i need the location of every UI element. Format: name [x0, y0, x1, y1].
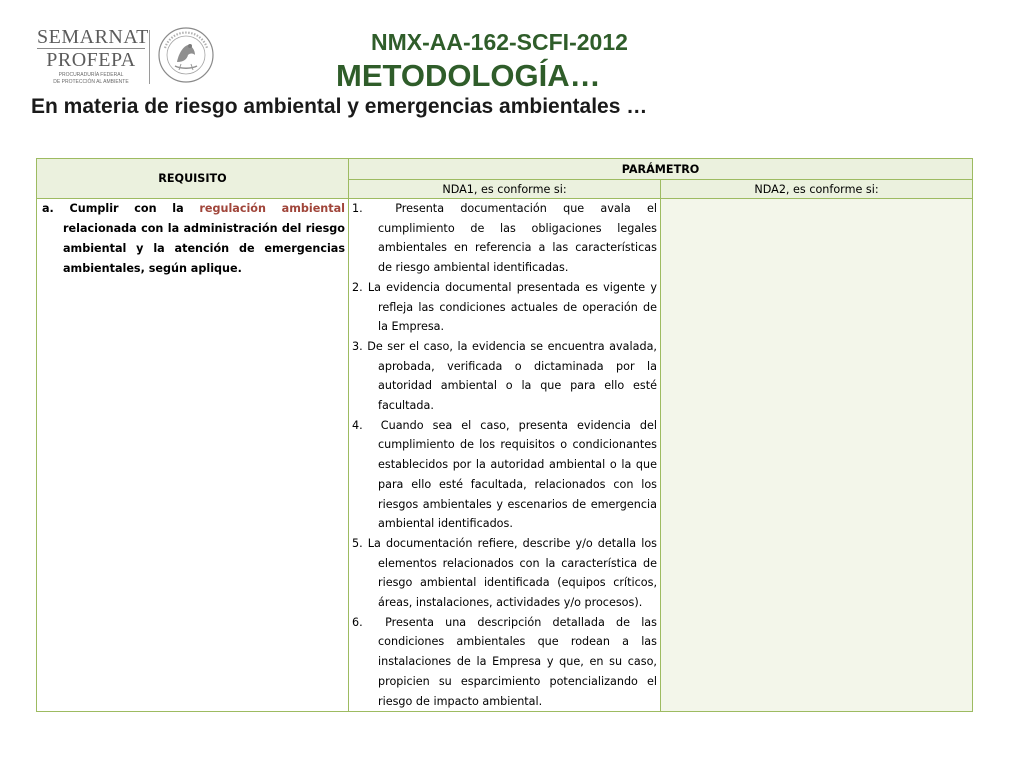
logo-profepa-text: PROFEPA	[37, 48, 145, 71]
nda1-item: 2. La evidencia documental presentada es vigente y refleja las condiciones actuales de operación de la Empresa.	[352, 280, 657, 334]
logo-subtitle-line1: PROCURADURÍA FEDERAL	[58, 72, 124, 78]
semarnat-profepa-logo	[37, 26, 217, 96]
requisito-suffix: relacionada con la administración del riesgo ambiental y la atención de emergencias ambientales, según aplique.	[63, 222, 345, 275]
nda1-item: 1. Presenta documentación que avala el cumplimiento de las obligaciones legales ambientales en referencia a las características de riesgo ambiental identificadas.	[352, 202, 657, 275]
page-subtitle: En materia de riesgo ambiental y emergencias ambientales …	[31, 95, 648, 118]
header-nda1: NDA1, es conforme si:	[349, 180, 661, 199]
logo-subtitle-line2: DE PROTECCIÓN AL AMBIENTE	[53, 79, 129, 85]
header-requisito: REQUISITO	[37, 159, 349, 199]
standard-code: NMX-AA-162-SCFI-2012	[371, 29, 628, 55]
page-title: METODOLOGÍA…	[336, 58, 601, 93]
logo-wordmark	[37, 26, 149, 85]
nda1-item: 4. Cuando sea el caso, presenta evidencia del cumplimiento de los requisitos o condicionantes establecidos por la autoridad ambiental o la que para ello esté facultada, relacionados con los riesgos ambientales y escenarios de emergencia ambiental identificados.	[352, 418, 657, 531]
logo-semarnat-text: SEMARNAT	[37, 26, 149, 48]
requisito-cell	[37, 199, 349, 712]
nda1-item: 5. La documentación refiere, describe y/o detalla los elementos relacionados con la característica de riesgo ambiental identificada (equipos críticos, áreas, instalaciones, actividades y/o procesos).	[352, 536, 657, 610]
nda1-item: 6. Presenta una descripción detallada de las condiciones ambientales que rodean a las instalaciones de la Empresa y que, en su caso, propicien su esparcimiento potencializando el riesgo de impacto ambiental.	[352, 615, 657, 708]
logo-divider	[149, 30, 150, 84]
national-seal-icon	[157, 26, 215, 84]
requisito-prefix: a. Cumplir con la	[42, 202, 200, 215]
header-nda2: NDA2, es conforme si:	[661, 180, 973, 199]
requisito-highlight: regulación ambiental	[199, 202, 346, 215]
methodology-table	[36, 158, 973, 712]
nda1-cell	[349, 199, 661, 712]
nda2-cell	[661, 199, 973, 712]
requisito-text	[40, 199, 345, 279]
nda1-item: 3. De ser el caso, la evidencia se encuentra avalada, aprobada, verificada o dictaminada por la autoridad ambiental o la que para ello esté facultada.	[352, 339, 657, 413]
header-parametro: PARÁMETRO	[349, 159, 973, 180]
